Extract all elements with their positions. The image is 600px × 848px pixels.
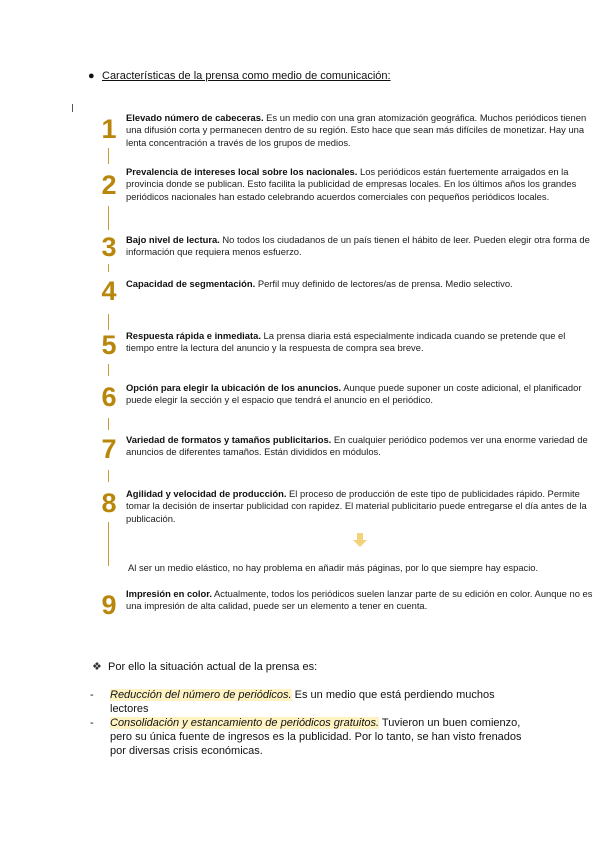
situation-heading-text: Por ello la situación actual de la prensa es: [108, 661, 318, 673]
item-text: Los periódicos están fuertemente arraigados en la provincia donde se publican. Esto facilita la publicidad de empresas locales. En los últimos años los grandes periódicos nacionales han estado celebrando acuerdos comerciales con pequeños periódicos locales. [126, 166, 577, 202]
item-number: 9 [101, 590, 117, 620]
item-number: 6 [101, 382, 117, 412]
dash-bullet: - [90, 689, 94, 701]
highlighted-phrase: Consolidación y estancamiento de periódicos gratuitos. [110, 717, 380, 729]
item-content [126, 278, 594, 290]
connector-line [108, 522, 109, 566]
highlighted-phrase: Reducción del número de periódicos. [110, 689, 292, 701]
item-content [126, 488, 594, 525]
item-title: Respuesta rápida e inmediata. [126, 330, 261, 341]
point-text: Es un medio que está perdiendo muchos lectores [110, 689, 495, 715]
item-title: Bajo nivel de lectura. [126, 234, 220, 245]
connector-line [108, 264, 109, 272]
item-text: La prensa diaria está especialmente indicada cuando se pretende que el tiempo entre la lectura del anuncio y la respuesta de compra sea breve. [126, 330, 566, 354]
note-text: Al ser un medio elástico, no hay problema en añadir más páginas, por lo que siempre hay espacio. [128, 562, 539, 573]
point-text: Tuvieron un buen comienzo, pero su única fuente de ingresos es la publicidad. Por lo tanto, se han visto frenados por diversas crisis económicas. [110, 717, 522, 757]
item-content [126, 166, 594, 203]
connector-line [108, 470, 109, 482]
connector-line [108, 314, 109, 330]
connector-line [108, 418, 109, 430]
item-content [126, 112, 594, 149]
point-body [110, 688, 530, 716]
item-text: No todos los ciudadanos de un país tienen el hábito de leer. Pueden elegir otra forma de información que requiera menos esfuerzo. [126, 234, 590, 258]
item-title: Elevado número de cabeceras. [126, 112, 264, 123]
item-text: Es un medio con una gran atomización geográfica. Muchos periódicos tienen una difusión corta y permanecen dentro de su región. Esto hace que sean más difíciles de monetizar. Hay una lenta concentración a través de los grupos de medios. [126, 112, 587, 148]
item-content [126, 330, 594, 355]
item-number: 7 [101, 434, 117, 464]
item-text: Perfil muy definido de lectores/as de prensa. Medio selectivo. [255, 278, 513, 289]
item-text: En cualquier periódico podemos ver una enorme variedad de anuncios de diferentes tamaños. Están divididos en módulos. [126, 434, 588, 458]
dash-bullet: - [90, 717, 94, 729]
item-text: El proceso de producción de este tipo de publicidades rápido. Permite tomar la decisión de insertar publicidad con rapidez. El material publicitario puede entregarse el día antes de la publicación. [126, 488, 587, 524]
item-content [126, 434, 594, 459]
connector-line [108, 148, 109, 164]
item-title: Prevalencia de intereses local sobre los nacionales. [126, 166, 358, 177]
bullet-icon: ● [88, 70, 95, 82]
item-title: Variedad de formatos y tamaños publicitarios. [126, 434, 332, 445]
item-number: 3 [101, 232, 117, 262]
item-number: 8 [101, 488, 117, 518]
arrow-down-icon [352, 532, 368, 548]
diamond-bullet-icon: ❖ [92, 661, 102, 673]
item-number: 5 [101, 330, 117, 360]
item-title: Capacidad de segmentación. [126, 278, 256, 289]
item-content [126, 588, 594, 613]
item-number: 4 [101, 276, 117, 306]
heading-text: Características de la prensa como medio de comunicación: [102, 70, 391, 82]
situation-heading [92, 660, 317, 673]
margin-tick [72, 104, 73, 112]
item-text: Actualmente, todos los periódicos suelen lanzar parte de su edición en color. Aunque no es una impresión de alta calidad, puede ser un elemento a tener en cuenta. [126, 588, 593, 612]
item-content [126, 234, 594, 259]
item-title: Agilidad y velocidad de producción. [126, 488, 287, 499]
item-content [126, 382, 594, 407]
item-number: 2 [101, 170, 117, 200]
point-body [110, 716, 530, 758]
section-heading [88, 70, 391, 82]
item-text: Aunque puede suponer un coste adicional, el planificador puede elegir la sección y el espacio que tendrá el anuncio en el periódico. [126, 382, 582, 406]
item-title: Opción para elegir la ubicación de los anuncios. [126, 382, 342, 393]
connector-line [108, 206, 109, 230]
item-title: Impresión en color. [126, 588, 212, 599]
item-number: 1 [101, 114, 117, 144]
connector-line [108, 364, 109, 376]
